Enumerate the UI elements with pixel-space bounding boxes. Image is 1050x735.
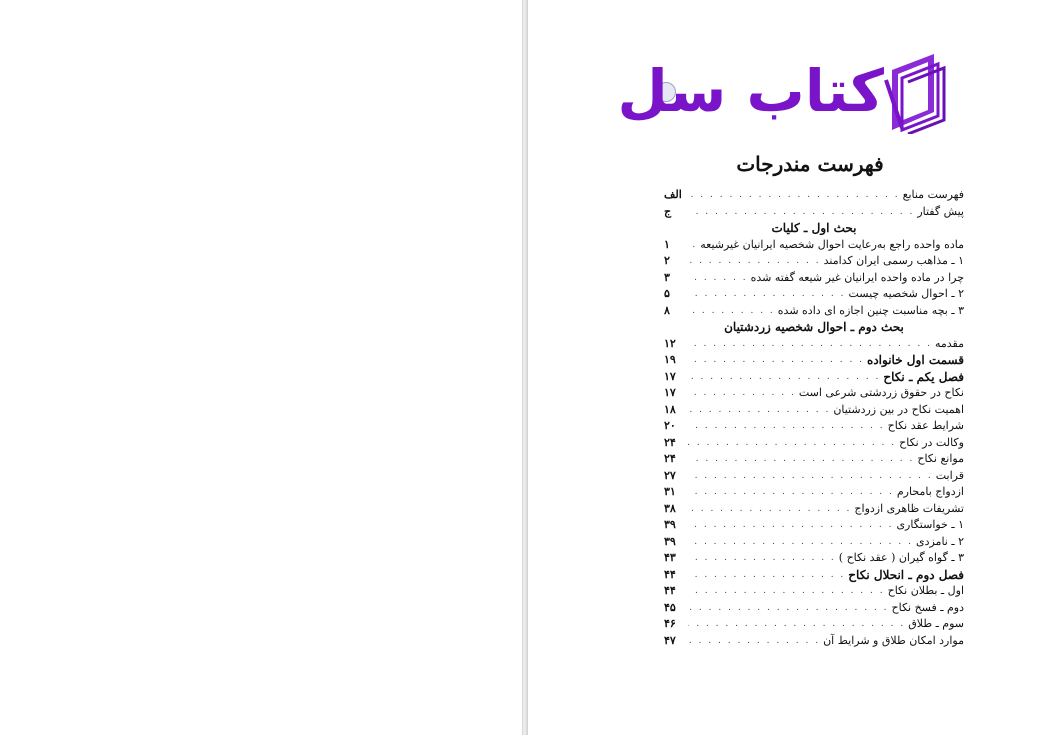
toc-page-number: ۳۹ [664, 518, 676, 531]
toc-entry-title: اهمیت نکاح در بین زردشتیان [833, 402, 964, 416]
toc-entry [664, 501, 964, 518]
toc-dot-leader [688, 435, 896, 452]
toc-entry [664, 204, 964, 221]
toc-dot-leader [688, 517, 893, 534]
toc-page-number: ۲۷ [664, 468, 676, 482]
toc-dot-leader [688, 286, 845, 303]
toc-entry-title: سوم ـ طلاق [908, 617, 964, 630]
toc-entry [664, 253, 964, 270]
toc-dot-leader [688, 418, 885, 435]
toc-title: فهرست مندرجات [736, 152, 884, 176]
toc-entry-title: فصل دوم ـ انحلال نکاح [848, 567, 964, 582]
toc-dot-leader [688, 270, 748, 287]
toc-entry [664, 534, 964, 551]
toc-page-number: ج [664, 204, 672, 218]
toc-entry-title: پیش گفتار [917, 204, 964, 218]
toc-page-number: ۴۷ [664, 633, 676, 647]
toc-entry [664, 451, 964, 468]
toc-page-number: ۱۷ [664, 386, 676, 399]
toc-page-number: ۳۹ [664, 534, 676, 548]
toc-entry [664, 600, 964, 617]
toc-dot-leader [688, 484, 894, 501]
toc-dot-leader [688, 567, 845, 584]
toc-dot-leader [688, 501, 851, 518]
toc-page-number: ۱۷ [664, 369, 676, 383]
toc-entry-title: قسمت اول خانواده [867, 353, 964, 367]
toc-entry [664, 402, 964, 419]
toc-page-number: ۱۲ [664, 336, 676, 350]
toc-section-heading: بحث دوم ـ احوال شخصیه زردشتیان [724, 320, 904, 334]
toc-dot-leader [688, 187, 900, 204]
toc-entry-title: ماده واحده راجع به‌رعایت احوال شخصیه ایرانیان غیرشیعه [700, 237, 964, 251]
toc-page-number: الف [664, 188, 682, 201]
toc-page-number: ۴۶ [664, 617, 676, 630]
toc-entry [664, 633, 964, 650]
toc-entry-title: شرایط عقد نکاح [887, 419, 964, 432]
toc-entry [664, 567, 964, 584]
toc-entry [664, 352, 964, 369]
toc-page-number: ۵ [664, 287, 670, 300]
toc-entry-title: نکاح در حقوق زردشتی شرعی است [798, 386, 964, 399]
toc-page-number: ۱۸ [664, 402, 676, 416]
toc-dot-leader [688, 534, 913, 551]
toc-entry [664, 418, 964, 435]
toc-page-number: ۲۰ [664, 419, 676, 432]
toc-page-number: ۴۴ [664, 567, 676, 581]
site-logo [617, 50, 948, 136]
toc-page-number: ۲۴ [664, 435, 676, 449]
toc-entry [664, 484, 964, 501]
toc-dot-leader [688, 253, 821, 270]
toc-dot-leader [688, 385, 796, 402]
toc-page-number: ۸ [664, 303, 670, 317]
toc-entry [664, 286, 964, 303]
toc-entry [664, 237, 964, 254]
toc-dot-leader [688, 303, 775, 320]
toc-dot-leader [688, 600, 889, 617]
toc-dot-leader [688, 352, 864, 369]
toc-page-number: ۱۹ [664, 353, 676, 366]
toc-page-number: ۲۴ [664, 452, 676, 465]
toc-entry-title: ازدواج بامحارم [896, 485, 964, 498]
toc-dot-leader [688, 451, 914, 468]
toc-entry [664, 336, 964, 353]
toc-dot-leader [688, 550, 836, 567]
toc-entry [664, 385, 964, 402]
toc-dot-leader [688, 633, 820, 650]
toc-section-heading: بحث اول ـ کلیات [771, 221, 857, 235]
toc-entry-title: ۲ ـ نامزدی [915, 534, 964, 548]
toc-entry [664, 517, 964, 534]
toc-entry-title: ۳ ـ گواه گیران ( عقد نکاح ) [838, 551, 964, 564]
toc-entry-title: قرابت [935, 468, 964, 482]
toc-entry-title: دوم ـ فسخ نکاح [891, 600, 964, 614]
toc-dot-leader [688, 583, 885, 600]
toc-entry-title: وکالت در نکاح [899, 435, 964, 449]
toc-entry-title: موارد امکان طلاق و شرایط آن [823, 633, 964, 647]
toc-entry [664, 616, 964, 633]
toc-dot-leader [688, 204, 914, 221]
toc-entry [664, 303, 964, 320]
left-page [0, 0, 522, 735]
toc-page-number: ۳ [664, 270, 670, 284]
toc-entry-title: فصل یکم ـ نکاح [883, 369, 964, 384]
toc-entry-title: چرا در ماده واحده ایرانیان غیر شیعه گفته شده [750, 270, 964, 284]
toc-page-number: ۲ [664, 254, 670, 267]
toc-page-number: ۳۱ [664, 485, 676, 498]
toc-entry-title: ۱ ـ خواستگاری [896, 518, 964, 531]
book-icon [878, 50, 948, 134]
toc-dot-leader [688, 468, 933, 485]
toc-entry-title: ۳ ـ بچه مناسبت چنین اجازه ای داده شده [777, 303, 964, 317]
toc-entry [664, 435, 964, 452]
toc-page-number: ۴۴ [664, 584, 676, 597]
toc-entry [664, 369, 964, 386]
toc-page-number: ۱ [664, 237, 670, 251]
toc-entry [664, 583, 964, 600]
toc-dot-leader [688, 237, 697, 254]
toc-entry-title: ۲ ـ احوال شخصیه چیست [848, 287, 964, 300]
toc-entry-title: مقدمه [934, 336, 964, 350]
toc-entry-title: اول ـ بطلان نکاح [887, 584, 964, 597]
toc-entry [664, 187, 964, 204]
toc-page-number: ۳۸ [664, 501, 676, 515]
toc-entry-title: ۱ ـ مذاهب رسمی ایران کدامند [823, 254, 964, 267]
logo-text: کتاب سل [617, 57, 884, 125]
toc-entry-title: موانع نکاح [917, 452, 964, 465]
toc-dot-leader [688, 402, 830, 419]
toc-entry-title: تشریفات ظاهری ازدواج [854, 501, 964, 515]
toc-page-number: ۴۵ [664, 600, 676, 614]
toc-dot-leader [688, 369, 880, 386]
table-of-contents [664, 187, 964, 649]
toc-dot-leader [688, 336, 932, 353]
toc-dot-leader [688, 616, 905, 633]
toc-entry [664, 270, 964, 287]
toc-entry [664, 550, 964, 567]
toc-entry [664, 468, 964, 485]
toc-entry-title: فهرست منابع [902, 188, 964, 201]
toc-page-number: ۴۳ [664, 551, 676, 564]
